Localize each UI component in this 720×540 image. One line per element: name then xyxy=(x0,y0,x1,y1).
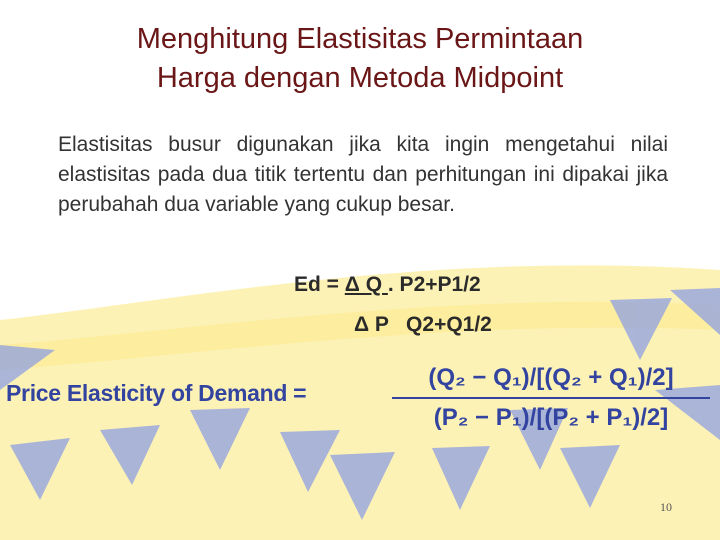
formula-delta-q: Δ Q xyxy=(344,273,388,296)
formula-rest: . P2+P1/2 xyxy=(387,273,481,296)
fraction-bar xyxy=(392,397,710,399)
body-paragraph: Elastisitas busur digunakan jika kita ingin mengetahui nilai elastisitas pada dua titik tertentu dan perhitungan ini dipakai jika perubahah dua variable yang cukup besar. xyxy=(58,133,668,216)
ped-denominator: (P₂ − P₁)/[(P₂ + P₁)/2] xyxy=(433,404,669,431)
ped-label: Price Elasticity of Demand = xyxy=(6,380,307,406)
ped-numerator: (Q₂ − Q₁)/[(Q₂ + Q₁)/2] xyxy=(428,364,674,391)
formula-line-2: Δ P Q2+Q1/2 xyxy=(354,313,492,336)
formula-prefix: Ed = xyxy=(294,273,345,296)
title-line-2: Harga dengan Metoda Midpoint xyxy=(156,62,564,94)
slide-title xyxy=(60,20,660,98)
ped-fraction xyxy=(392,360,710,436)
page-number: 10 xyxy=(660,500,672,514)
formula-line-1 xyxy=(294,273,481,297)
title-line-1: Menghitung Elastisitas Permintaan xyxy=(136,23,584,55)
